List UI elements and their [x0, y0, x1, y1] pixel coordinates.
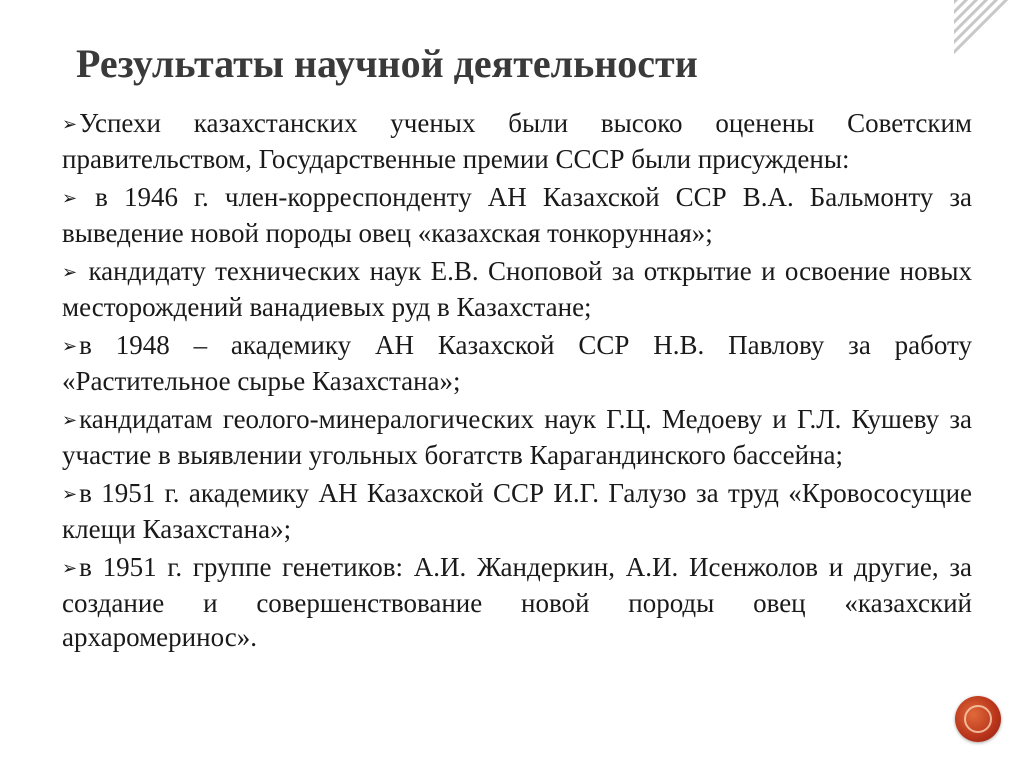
- corner-stripes-decoration: [954, 0, 1024, 70]
- arrow-bullet-icon: ➢: [62, 558, 78, 579]
- bullet-paragraph: [62, 402, 972, 472]
- red-circle-emblem-icon: [955, 696, 1001, 742]
- bullet-paragraph: [62, 180, 972, 250]
- arrow-bullet-icon: ➢: [62, 188, 78, 209]
- slide-body: [62, 106, 972, 658]
- paragraph-text: кандидату технических наук Е.В. Сноповой за открытие и освоение новых месторождений ванадиевых руд в Казахстане;: [62, 256, 973, 322]
- arrow-bullet-icon: ➢: [62, 114, 78, 135]
- bullet-paragraph: [62, 476, 972, 546]
- paragraph-text: в 1948 – академику АН Казахской ССР Н.В. Павлову за работу «Растительное сырье Казахстана»;: [62, 330, 972, 396]
- paragraph-text: в 1951 г. академику АН Казахской ССР И.Г. Галузо за труд «Кровососущие клещи Казахстана»;: [62, 478, 972, 544]
- paragraph-text: Успехи казахстанских ученых были высоко оценены Советским правительством, Государственные премии СССР были присуждены:: [62, 108, 972, 174]
- paragraph-text: в 1951 г. группе генетиков: А.И. Жандеркин, А.И. Исенжолов и другие, за создание и совершенствование новой породы овец «казахский архаромеринос».: [62, 552, 972, 652]
- bullet-paragraph: [62, 254, 972, 324]
- arrow-bullet-icon: ➢: [62, 262, 78, 283]
- paragraph-text: в 1946 г. член-корреспонденту АН Казахской ССР В.А. Бальмонту за выведение новой породы овец «казахская тонкорунная»;: [62, 182, 972, 248]
- arrow-bullet-icon: ➢: [62, 410, 78, 431]
- bullet-paragraph: [62, 550, 972, 654]
- arrow-bullet-icon: ➢: [62, 484, 78, 505]
- slide-title: Результаты научной деятельности: [76, 41, 698, 86]
- bullet-paragraph: [62, 328, 972, 398]
- bullet-paragraph: [62, 106, 972, 176]
- arrow-bullet-icon: ➢: [62, 336, 78, 357]
- paragraph-text: кандидатам геолого-минералогических наук Г.Ц. Медоеву и Г.Л. Кушеву за участие в выявлении угольных богатств Карагандинского бассейна;: [62, 404, 972, 470]
